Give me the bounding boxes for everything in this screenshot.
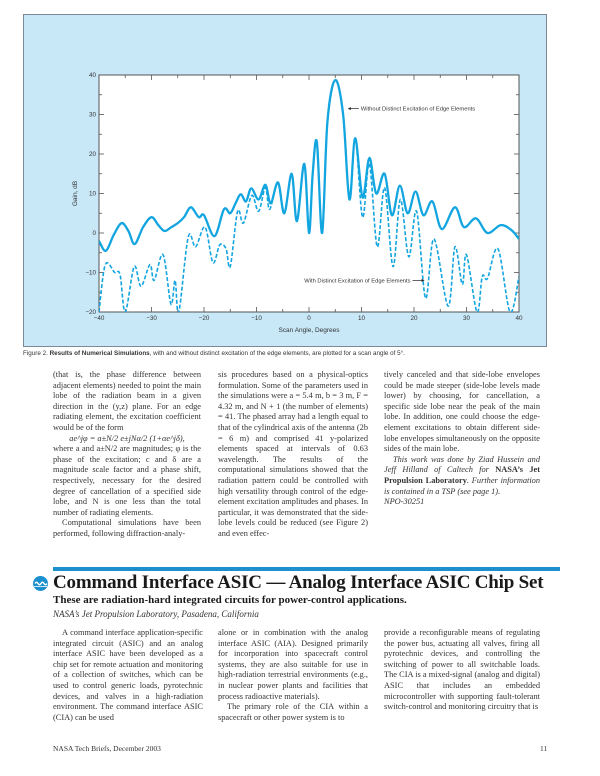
annotation-label: Without Distinct Excitation of Edge Elements: [360, 106, 476, 113]
x-tick-label: −10: [251, 315, 262, 322]
caption-bold: Results of Numerical Simulations: [49, 350, 150, 357]
reference-number-text: NPO-30251: [384, 497, 425, 507]
article-paragraph-1: A command interface application-specific integrated circuit (ASIC) and an analog interface ASIC have been developed as a chip set for remote actuation and monitoring of a collection of switches, which can be used to control generic loads, pyrotechnic devices, and valves in a high-radiation environment. The command interface ASIC (CIA) can be used: [53, 628, 203, 722]
section-divider: [53, 567, 560, 571]
y-tick-label: 20: [88, 151, 96, 158]
caption-prefix: Figure 2.: [23, 350, 50, 357]
gain-chart: [0, 0, 600, 360]
y-tick-label: −20: [85, 309, 96, 316]
x-tick-label: 40: [515, 315, 523, 322]
caption-rest: , with and without distinct excitation of the edge elements, are plotted for a scan angle of 5°.: [149, 350, 405, 357]
right-column: [384, 370, 540, 508]
left-paragraph-2: where a and a±N/2 are magnitudes; φ is the phase of the excitation; c and δ are a magnitude scale factor and a phase shift, respectively, necessary for the desired degree of cancellation of a specified side lobe, and N is one less than the total number of radiating elements.: [53, 444, 201, 517]
article-paragraph-4: provide a reconfigurable means of regulating the power bus, actuating all valves, firing all pyrotechnic devices, and controlling the switching of power to all switchable loads. The CIA is a mixed-signal (analog and digital) ASIC that includes an embedded microcontroller with supporting fault-tolerant switch-control and monitoring circuitry that is: [384, 628, 540, 712]
electronics-wave-icon: [33, 576, 48, 591]
x-tick-label: −40: [93, 315, 105, 322]
middle-paragraph-1: sis procedures based on a physical-optics formulation. Some of the parameters used in the simulations were a = 5.4 m, b = 3 m, F = 4.32 m, and N + 1 (the number of elements) = 41. The phased array had a length equal to that of the cylindrical axis of the antenna (2b = 6 m) and comprised 41 y-polarized elements spaced at intervals of 0.63 wavelength. The results of the computational simulations showed that the radiation pattern could be controlled with high versatility through control of the edge-element excitation amplitudes and phases. In particular, it was demonstrated that the side-lobe levels could be reduced (see Figure 2) and even effec-: [218, 370, 368, 538]
middle-column: [218, 370, 368, 540]
credit-text-2: . Further information is contained in a TSP (see page 1).: [384, 475, 540, 496]
x-axis-label: Scan Angle, Degrees: [278, 327, 340, 334]
article-title: Command Interface ASIC — Analog Interface ASIC Chip Set: [53, 572, 544, 593]
x-tick-label: −20: [198, 315, 210, 322]
reference-number: [384, 497, 540, 508]
article-paragraph-3: The primary role of the CIA within a spacecraft or other power system is to: [218, 702, 368, 722]
article-title-row: [33, 572, 543, 594]
y-tick-label: 0: [92, 230, 96, 237]
left-paragraph-1: (that is, the phase difference between adjacent elements) needed to point the main lobe of the radiation beam in a given direction in the (y,z) plane. For an edge radiating element, the excitation coefficient would be of the form: [53, 370, 201, 432]
x-tick-label: 20: [410, 315, 418, 322]
figure-caption: [23, 350, 583, 357]
article-column-2: [218, 628, 368, 723]
y-tick-label: 40: [88, 72, 96, 79]
publication-footer: NASA Tech Briefs, December 2003: [53, 744, 161, 753]
credit-line: [384, 455, 540, 497]
left-paragraph-3: Computational simulations have been performed, following diffraction-analy-: [53, 518, 201, 538]
right-paragraph-1: tively canceled and that side-lobe envelopes could be made steeper (side-lobe levels made lower) by choosing, for cancellation, a specific side lobe near the peak of the main lobe. In addition, one could choose the edge-element excitations to obtain different side-lobe envelopes simultaneously on the opposite sides of the main lobe.: [384, 370, 540, 454]
x-tick-label: 0: [307, 315, 311, 322]
article-column-3: [384, 628, 540, 713]
article-subtitle: These are radiation-hard integrated circuits for power-control applications.: [53, 594, 407, 606]
x-tick-label: −30: [146, 315, 157, 322]
article-paragraph-2: alone or in combination with the analog interface ASIC (AIA). Designed primarily for incorporation into spacecraft control systems, they are also suitable for use in high-radiation terrestrial environments (e.g., in nuclear power plants and facilities that process radioactive materials).: [218, 628, 368, 701]
y-tick-label: 30: [88, 111, 96, 119]
annotation-label: With Distinct Excitation of Edge Elements: [304, 278, 411, 285]
credit-org: NASA’s Jet Propulsion Laboratory: [384, 465, 540, 485]
credit-text-1: This work was done by Ziad Hussein and Jeff Hilland of Caltech for: [384, 454, 540, 475]
excitation-formula: ae^jφ = a±N/2 e±jNα/2 (1+αe^jδ),: [69, 433, 185, 443]
article-affiliation: NASA’s Jet Propulsion Laboratory, Pasadena, California: [53, 609, 259, 619]
left-column: [53, 370, 201, 540]
page-number: 11: [540, 744, 548, 753]
x-tick-label: 10: [357, 315, 366, 322]
article-column-1: [53, 628, 203, 723]
x-tick-label: 30: [462, 315, 471, 322]
y-tick-label: −10: [85, 269, 96, 277]
y-axis-label: Gain, dB: [72, 180, 79, 207]
y-tick-label: 10: [88, 190, 96, 198]
